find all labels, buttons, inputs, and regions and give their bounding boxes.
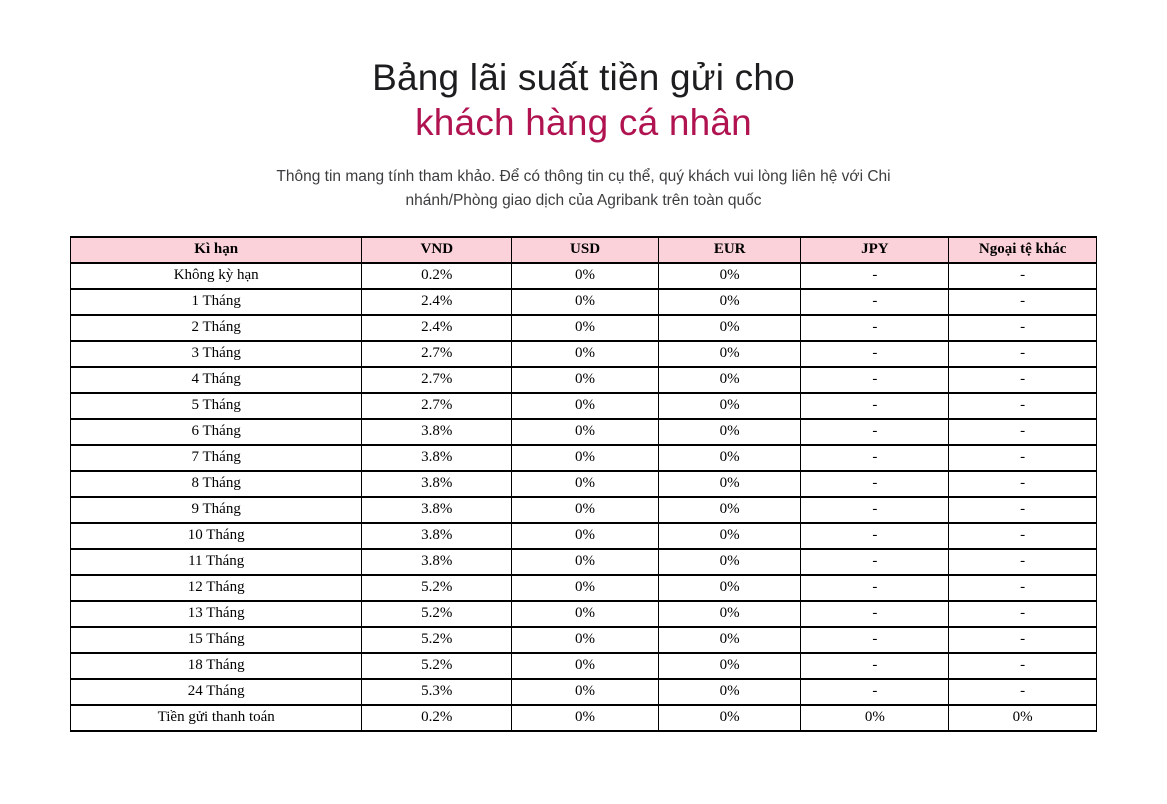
rate-cell: 3.8% xyxy=(362,471,512,497)
table-header-row xyxy=(71,237,1097,263)
rate-cell: 0.2% xyxy=(362,263,512,289)
term-cell: 18 Tháng xyxy=(71,653,362,679)
term-cell: 15 Tháng xyxy=(71,627,362,653)
rate-cell: 5.2% xyxy=(362,575,512,601)
rate-cell: 3.8% xyxy=(362,497,512,523)
table-row xyxy=(71,263,1097,289)
rate-cell: - xyxy=(801,575,949,601)
rate-cell: 0% xyxy=(512,341,659,367)
rate-cell: - xyxy=(949,315,1097,341)
rate-cell: 0% xyxy=(512,263,659,289)
term-cell: 5 Tháng xyxy=(71,393,362,419)
rate-cell: 0% xyxy=(949,705,1097,731)
column-header: Ngoại tệ khác xyxy=(949,237,1097,263)
rate-cell: 5.2% xyxy=(362,601,512,627)
rate-cell: 0.2% xyxy=(362,705,512,731)
rate-cell: 2.7% xyxy=(362,393,512,419)
rate-cell: - xyxy=(949,471,1097,497)
rate-cell: - xyxy=(949,575,1097,601)
rate-cell: 0% xyxy=(658,575,801,601)
term-cell: 4 Tháng xyxy=(71,367,362,393)
rate-cell: 0% xyxy=(658,445,801,471)
rate-cell: - xyxy=(801,367,949,393)
rate-cell: - xyxy=(949,341,1097,367)
table-row xyxy=(71,393,1097,419)
rate-cell: - xyxy=(801,497,949,523)
rate-cell: 0% xyxy=(512,289,659,315)
rate-cell: - xyxy=(801,393,949,419)
rate-cell: 0% xyxy=(658,601,801,627)
disclaimer-text: Thông tin mang tính tham khảo. Để có thông tin cụ thể, quý khách vui lòng liên hệ với Chi nhánh/Phòng giao dịch của Agribank trên toàn quốc xyxy=(276,168,891,209)
table-row xyxy=(71,601,1097,627)
table-row xyxy=(71,705,1097,731)
rate-cell: 0% xyxy=(512,653,659,679)
rate-cell: 0% xyxy=(658,367,801,393)
rate-cell: 0% xyxy=(658,679,801,705)
rate-cell: 0% xyxy=(512,419,659,445)
rate-cell: 0% xyxy=(658,705,801,731)
rate-cell: - xyxy=(949,679,1097,705)
table-row xyxy=(71,341,1097,367)
table-row xyxy=(71,627,1097,653)
page-title xyxy=(0,55,1167,145)
term-cell: 11 Tháng xyxy=(71,549,362,575)
page-title-line1: Bảng lãi suất tiền gửi cho xyxy=(372,57,795,98)
rate-cell: 3.8% xyxy=(362,445,512,471)
rate-cell: - xyxy=(801,601,949,627)
table-row xyxy=(71,367,1097,393)
term-cell: 3 Tháng xyxy=(71,341,362,367)
column-header: VND xyxy=(362,237,512,263)
interest-rates-table xyxy=(70,236,1097,732)
rate-cell: 0% xyxy=(658,263,801,289)
rate-cell: - xyxy=(801,549,949,575)
rate-cell: 0% xyxy=(658,549,801,575)
rate-cell: 0% xyxy=(658,393,801,419)
rate-cell: 0% xyxy=(801,705,949,731)
term-cell: Tiền gửi thanh toán xyxy=(71,705,362,731)
table-row xyxy=(71,575,1097,601)
rate-cell: - xyxy=(949,367,1097,393)
term-cell: 6 Tháng xyxy=(71,419,362,445)
column-header: EUR xyxy=(658,237,801,263)
rate-cell: - xyxy=(949,289,1097,315)
rate-cell: 0% xyxy=(658,289,801,315)
rate-cell: - xyxy=(949,393,1097,419)
rate-cell: 0% xyxy=(512,393,659,419)
rate-cell: - xyxy=(949,419,1097,445)
rate-cell: - xyxy=(801,445,949,471)
term-cell: 9 Tháng xyxy=(71,497,362,523)
rate-cell: 2.4% xyxy=(362,315,512,341)
rate-cell: 0% xyxy=(512,679,659,705)
rate-cell: - xyxy=(949,653,1097,679)
rate-cell: - xyxy=(949,445,1097,471)
rate-cell: - xyxy=(949,523,1097,549)
rate-cell: 3.8% xyxy=(362,419,512,445)
rate-cell: 2.7% xyxy=(362,341,512,367)
rate-cell: 0% xyxy=(512,549,659,575)
page xyxy=(0,55,1167,804)
table-row xyxy=(71,445,1097,471)
term-cell: 1 Tháng xyxy=(71,289,362,315)
rate-cell: - xyxy=(801,679,949,705)
rate-cell: 0% xyxy=(512,471,659,497)
table-row xyxy=(71,497,1097,523)
term-cell: 8 Tháng xyxy=(71,471,362,497)
table-header xyxy=(71,237,1097,263)
rate-cell: - xyxy=(949,549,1097,575)
rate-cell: 5.2% xyxy=(362,653,512,679)
rate-cell: 0% xyxy=(512,367,659,393)
column-header: JPY xyxy=(801,237,949,263)
rate-cell: 5.2% xyxy=(362,627,512,653)
term-cell: Không kỳ hạn xyxy=(71,263,362,289)
rate-cell: 0% xyxy=(512,315,659,341)
rate-cell: 2.7% xyxy=(362,367,512,393)
rate-cell: 0% xyxy=(658,497,801,523)
rate-cell: - xyxy=(801,627,949,653)
table-row xyxy=(71,419,1097,445)
rate-cell: 0% xyxy=(512,497,659,523)
term-cell: 10 Tháng xyxy=(71,523,362,549)
rate-cell: 0% xyxy=(658,653,801,679)
page-title-line2: khách hàng cá nhân xyxy=(415,102,752,144)
rate-cell: 0% xyxy=(512,523,659,549)
table-row xyxy=(71,523,1097,549)
rate-cell: - xyxy=(801,471,949,497)
rate-cell: 3.8% xyxy=(362,549,512,575)
rate-cell: 0% xyxy=(512,575,659,601)
table-row xyxy=(71,289,1097,315)
table-body xyxy=(71,263,1097,731)
column-header: USD xyxy=(512,237,659,263)
rate-cell: 5.3% xyxy=(362,679,512,705)
rate-cell: - xyxy=(801,263,949,289)
rate-cell: 0% xyxy=(658,523,801,549)
rate-cell: - xyxy=(801,315,949,341)
term-cell: 24 Tháng xyxy=(71,679,362,705)
table-row xyxy=(71,549,1097,575)
rate-cell: - xyxy=(949,497,1097,523)
table-row xyxy=(71,471,1097,497)
rate-cell: - xyxy=(801,419,949,445)
rate-cell: - xyxy=(949,627,1097,653)
rate-cell: - xyxy=(801,523,949,549)
rate-cell: 0% xyxy=(512,445,659,471)
table-row xyxy=(71,315,1097,341)
rate-cell: 0% xyxy=(512,705,659,731)
rate-cell: 0% xyxy=(658,471,801,497)
rate-cell: - xyxy=(801,341,949,367)
term-cell: 2 Tháng xyxy=(71,315,362,341)
rate-cell: 0% xyxy=(512,601,659,627)
rate-cell: - xyxy=(949,263,1097,289)
rate-cell: 3.8% xyxy=(362,523,512,549)
rate-cell: - xyxy=(949,601,1097,627)
rate-cell: 0% xyxy=(658,627,801,653)
rate-cell: 0% xyxy=(658,419,801,445)
column-header: Kì hạn xyxy=(71,237,362,263)
rate-cell: 2.4% xyxy=(362,289,512,315)
rate-cell: 0% xyxy=(658,341,801,367)
table-row xyxy=(71,653,1097,679)
term-cell: 7 Tháng xyxy=(71,445,362,471)
rate-cell: - xyxy=(801,289,949,315)
rate-cell: - xyxy=(801,653,949,679)
term-cell: 12 Tháng xyxy=(71,575,362,601)
term-cell: 13 Tháng xyxy=(71,601,362,627)
rate-cell: 0% xyxy=(512,627,659,653)
table-row xyxy=(71,679,1097,705)
rate-cell: 0% xyxy=(658,315,801,341)
